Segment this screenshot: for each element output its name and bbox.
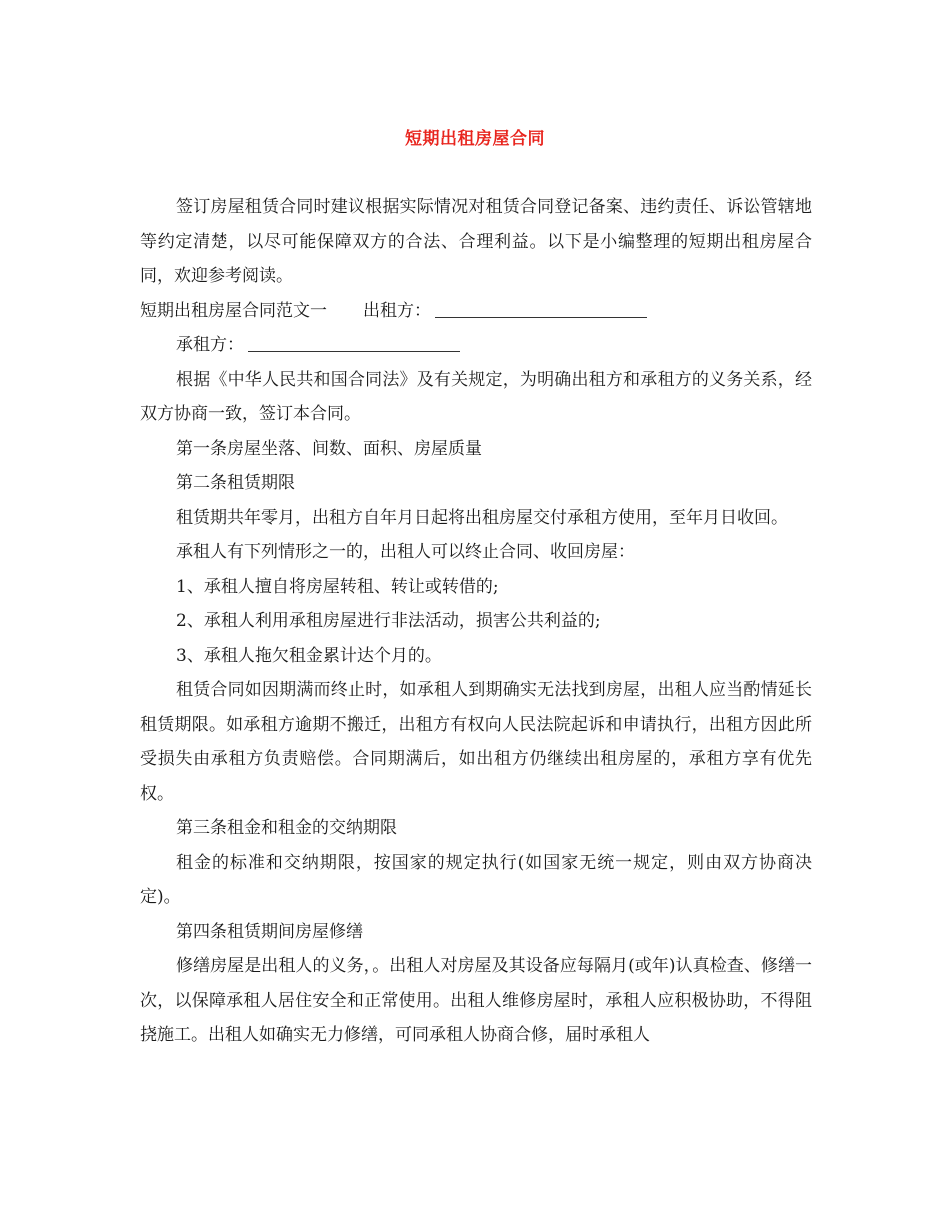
lessor-blank-line: [435, 300, 647, 318]
list-item-3: 3、承租人拖欠租金累计达个月的。: [176, 645, 442, 666]
sample-title: 短期出租房屋合同范文一: [140, 300, 327, 321]
lessee-label: 承租方：: [176, 335, 244, 355]
lessee-line: [140, 328, 812, 363]
paragraph-termination-conditions: 承租人有下列情形之一的，出租人可以终止合同、收回房屋：: [176, 542, 635, 562]
paragraph-legal-basis: 根据《中华人民共和国合同法》及有关规定，为明确出租方和承租方的义务关系，经双方协商一致，签订本合同。: [140, 369, 812, 424]
document-body: [140, 190, 812, 1053]
document-title: 短期出租房屋合同: [405, 129, 545, 149]
lessee-blank-line: [248, 334, 460, 352]
article-2-heading: 第二条租赁期限: [176, 473, 295, 493]
paragraph-expiry: 租赁合同如因期满而终止时，如承租人到期确实无法找到房屋，出租人应当酌情延长租赁期限。如承租方逾期不搬迁，出租方有权向人民法院起诉和申请执行，出租方因此所受损失由承租方负责赔偿。合同期满后，如出租方仍继续出租房屋的，承租方享有优先权。: [140, 680, 812, 804]
article-4-heading: 第四条租赁期间房屋修缮: [176, 921, 363, 942]
paragraph-rent: 租金的标准和交纳期限，按国家的规定执行(如国家无统一规定，则由双方协商决定)。: [140, 852, 812, 907]
list-item-2: 2、承租人利用承租房屋进行非法活动，损害公共利益的;: [176, 611, 601, 631]
list-item-1: 1、承租人擅自将房屋转租、转让或转借的;: [176, 576, 499, 597]
article-3-heading: 第三条租金和租金的交纳期限: [176, 818, 397, 838]
intro-paragraph: 签订房屋租赁合同时建议根据实际情况对租赁合同登记备案、违约责任、诉讼管辖地等约定清楚，以尽可能保障双方的合法、合理利益。以下是小编整理的短期出租房屋合同，欢迎参考阅读。: [140, 197, 812, 286]
lessor-label: 出租方：: [363, 300, 431, 321]
paragraph-repairs: 修缮房屋是出租人的义务，。出租人对房屋及其设备应每隔月(或年)认真检查、修缮一次，以保障承租人居住安全和正常使用。出租人维修房屋时，承租人应积极协助，不得阻挠施工。出租人如确实无力修缮，可同承租人协商合修，届时承租人: [140, 956, 812, 1045]
article-1-heading: 第一条房屋坐落、间数、面积、房屋质量: [176, 438, 482, 459]
paragraph-lease-term: 租赁期共年零月，出租方自年月日起将出租房屋交付承租方使用，至年月日收回。: [176, 507, 788, 528]
sample-lessor-line: [140, 294, 812, 329]
